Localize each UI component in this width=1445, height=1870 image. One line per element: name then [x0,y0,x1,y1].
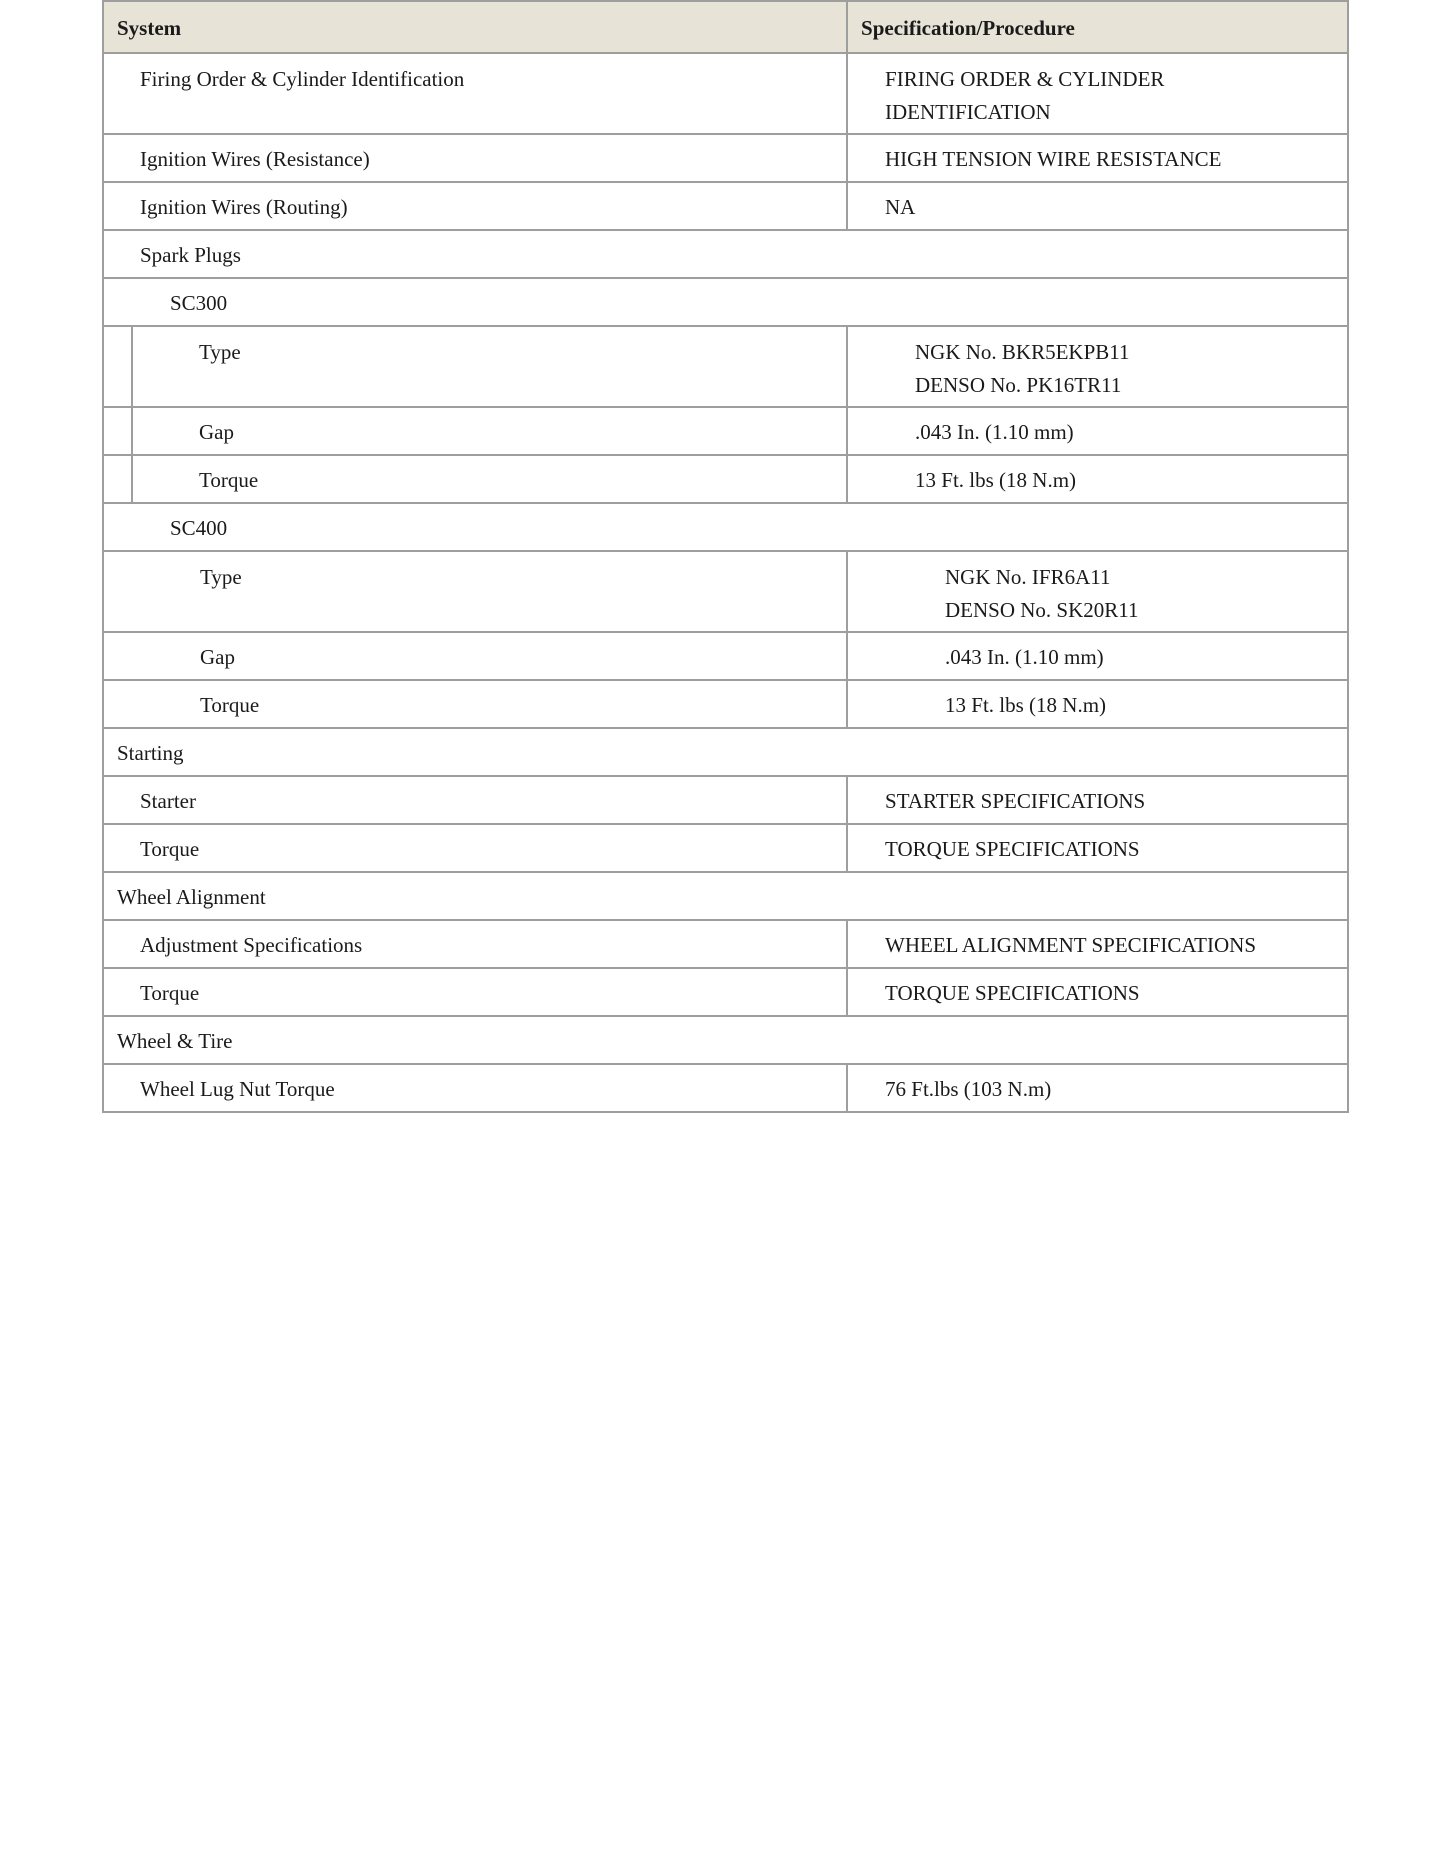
indent-cell [103,326,132,407]
row-system-label: Torque [200,693,260,717]
indent-cell [103,407,132,455]
row-system-label: Torque [140,837,200,861]
row-system-label: Gap [200,645,235,669]
row-system-label: Type [199,340,241,364]
row-spec-value: 76 Ft.lbs (103 N.m) [885,1077,1052,1101]
row-spec-value: WHEEL ALIGNMENT SPECIFICATIONS [885,933,1257,957]
table-row [103,776,1348,824]
row-system-label: Torque [140,981,200,1005]
table-row [103,134,1348,182]
row-spec-value: 13 Ft. lbs (18 N.m) [945,693,1107,717]
section-label: Starting [117,741,184,765]
table-section-row [103,1016,1348,1064]
row-spec-value: DENSO No. SK20R11 [945,598,1139,622]
row-spec-value: NGK No. BKR5EKPB11 [915,340,1130,364]
table-section-row [103,728,1348,776]
row-spec-value: 13 Ft. lbs (18 N.m) [915,468,1077,492]
row-system-label: Starter [140,789,196,813]
row-spec-value: STARTER SPECIFICATIONS [885,789,1146,813]
section-label: Wheel Alignment [117,885,266,909]
row-spec-value: DENSO No. PK16TR11 [915,373,1122,397]
row-spec-value: NA [885,195,916,219]
subsection-label: SC300 [170,291,228,315]
row-system-label: Type [200,565,242,589]
row-spec-value: TORQUE SPECIFICATIONS [885,981,1140,1005]
table-row [103,968,1348,1016]
table-section-row [103,872,1348,920]
row-spec-value: IDENTIFICATION [885,100,1051,124]
section-label: Spark Plugs [140,243,241,267]
row-system-label: Adjustment Specifications [140,933,363,957]
table-section-row [103,230,1348,278]
row-system-label: Ignition Wires (Resistance) [140,147,370,171]
table-row [103,455,1348,503]
row-spec-value: NGK No. IFR6A11 [945,565,1111,589]
row-system-label: Torque [199,468,259,492]
table-header-row [103,1,1348,53]
row-system-label: Wheel Lug Nut Torque [140,1077,335,1101]
row-spec-value: .043 In. (1.10 mm) [945,645,1104,669]
row-spec-value: TORQUE SPECIFICATIONS [885,837,1140,861]
row-spec-value: FIRING ORDER & CYLINDER [885,67,1165,91]
row-spec-value: HIGH TENSION WIRE RESISTANCE [885,147,1222,171]
specification-table [102,0,1349,1113]
row-system-label: Firing Order & Cylinder Identification [140,67,465,91]
table-row [103,326,1348,407]
table-row [103,1064,1348,1112]
table-row [103,551,1348,632]
table-row [103,920,1348,968]
table-section-row [103,278,1348,326]
table-row [103,53,1348,134]
table-row [103,680,1348,728]
row-system-label: Ignition Wires (Routing) [140,195,348,219]
row-spec-value: .043 In. (1.10 mm) [915,420,1074,444]
subsection-label: SC400 [170,516,228,540]
header-spec: Specification/Procedure [847,1,1348,53]
table-row [103,182,1348,230]
row-system-label: Gap [199,420,234,444]
header-system: System [103,1,847,53]
indent-cell [103,455,132,503]
table-row [103,407,1348,455]
table-section-row [103,503,1348,551]
table-row [103,632,1348,680]
table-row [103,824,1348,872]
section-label: Wheel & Tire [117,1029,233,1053]
